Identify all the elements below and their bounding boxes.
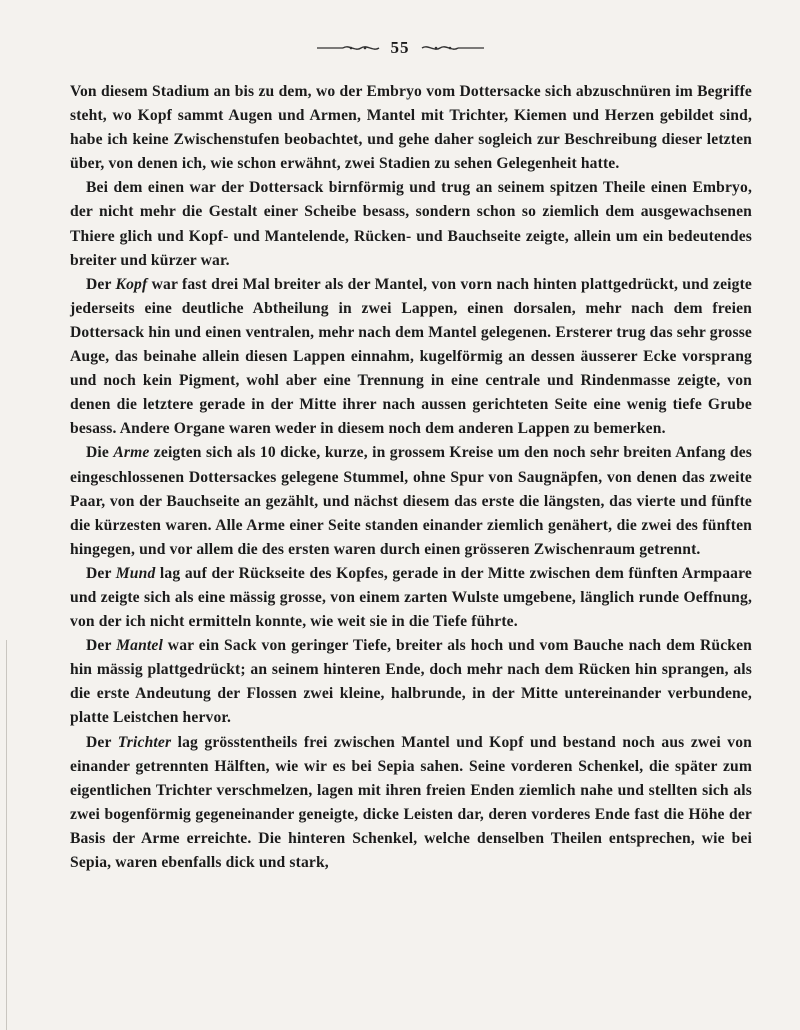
paragraph-text: Von diesem Stadium an bis zu dem, wo der Embryo vom Dottersacke sich abzuschnüren im Begriffe steht, wo Kopf sammt Augen und Armen, Mantel mit Trichter, Kiemen und Herzen gebildet sind, habe ich keine Zwischenstufen beobachtet, und gehe daher sogleich zur Beschreibung dieser letzten über, von denen ich, wie schon erwähnt, zwei Stadien zu sehen Gelegenheit hatte. [70, 83, 752, 173]
section-keyword: Mantel [116, 637, 163, 655]
paragraph [70, 176, 752, 272]
paragraph-text: war ein Sack von geringer Tiefe, breiter als hoch und vom Bauche nach dem Rücken hin mässig plattgedrückt; an seinem hinteren Ende, doch mehr nach dem Rücken hin sprangen, als die erste Andeutung der Flossen zwei kleine, halbrunde, in der Mitte untereinander verbundene, platte Leistchen hervor. [70, 637, 752, 727]
page-header [0, 38, 800, 58]
paragraph [70, 634, 752, 730]
paragraph-text: lag auf der Rückseite des Kopfes, gerade in der Mitte zwischen dem fünften Armpaare und zeigte sich als eine mässig grosse, von einem zarten Wulste umgebene, länglich runde Oeffnung, von der ich nicht ermitteln konnte, wie weit sie in die Tiefe führte. [70, 564, 752, 631]
paragraph [70, 562, 752, 634]
page-number: 55 [390, 38, 410, 57]
paragraph-text: Der [86, 275, 116, 293]
left-ornament-icon [317, 44, 381, 52]
right-ornament-icon [420, 44, 484, 52]
section-keyword: Kopf [115, 275, 148, 293]
section-keyword: Mund [115, 564, 156, 582]
paragraph [70, 80, 752, 176]
paragraph-text: lag grösstentheils frei zwischen Mantel und Kopf und bestand noch aus zwei von einander getrennten Hälften, wie wir es bei Sepia sahen. Seine vorderen Schenkel, die später zum eigentlichen Trichter verschmelzen, lagen mit ihren freien Enden ziemlich nahe und stellten sich als zwei bogenförmig gegeneinander geneigte, dicke Leisten dar, deren vorderes Ende fast die Höhe der Basis der Arme erreichte. Die hinteren Schenkel, welche denselben Theilen entsprechen, wie bei Sepia, waren ebenfalls dick und stark, [70, 733, 752, 871]
paragraph-text: Der [86, 637, 117, 655]
section-keyword: Arme [113, 444, 150, 462]
margin-divider [6, 640, 7, 1030]
paragraph-text: zeigten sich als 10 dicke, kurze, in grossem Kreise um den noch sehr breiten Anfang des eingeschlossenen Dottersackes gelegene Stummel, ohne Spur von Saugnäpfen, von denen das zweite Paar, von der Bauchseite an gezählt, und nächst diesem das erste die längsten, das vierte und fünfte die kürzesten waren. Alle Arme einer Seite standen einander ziemlich genähert, die zwei des fünften hingegen, und vor allem die des ersten waren durch einen grösseren Zwischenraum getrennt. [70, 444, 753, 558]
paragraph [70, 273, 752, 442]
paragraph-text: Der [86, 733, 118, 751]
paragraph-text: Der [86, 564, 116, 582]
paragraph-text: Bei dem einen war der Dottersack birnförmig und trug an seinem spitzen Theile einen Embryo, der nicht mehr die Gestalt einer Scheibe besass, sondern schon so ziemlich dem ausgewachsenen Thiere glich und Kopf- und Mantelende, Rücken- und Bauchseite zeigte, allein um ein bedeutendes breiter und kürzer war. [70, 179, 752, 269]
paragraph [70, 441, 752, 561]
paragraph-text: war fast drei Mal breiter als der Mantel, von vorn nach hinten plattgedrückt, und zeigte jederseits eine deutliche Abtheilung in zwei Lappen, einen dorsalen, mehr nach dem freien Dottersack hin und einen ventralen, mehr nach dem Mantel gelegenen. Ersterer trug das sehr grosse Auge, das beinahe allein diesen Lappen einnahm, kugelförmig an dessen äusserer Ecke vorsprang und noch kein Pigment, wohl aber eine Trennung in eine centrale und Rindenmasse zeigte, von denen die letztere gerade in der Mitte ihrer nach aussen gerichteten Seite eine wenig tiefe Grube besass. Andere Organe waren weder in diesem noch dem anderen Lappen zu bemerken. [70, 275, 752, 438]
paragraph [70, 731, 752, 876]
body-text [70, 80, 752, 875]
paragraph-text: Die [86, 444, 114, 462]
section-keyword: Trichter [117, 733, 172, 751]
